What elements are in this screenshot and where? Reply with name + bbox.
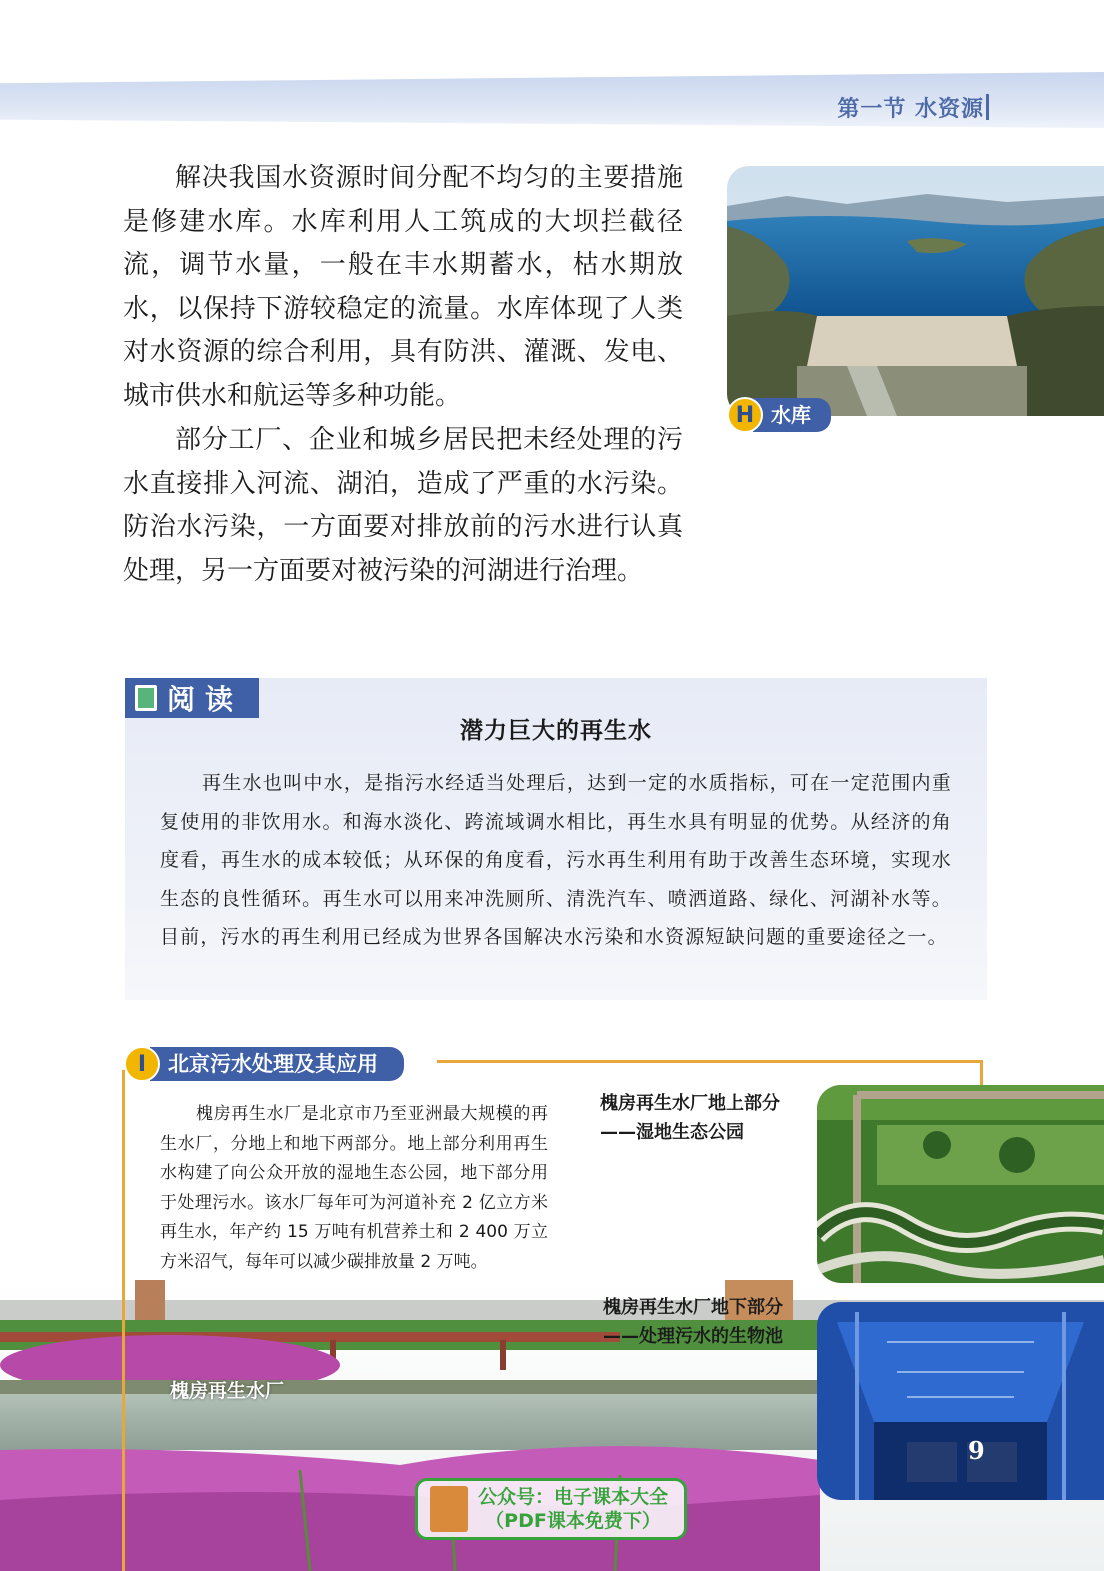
figure-letter-badge: I	[124, 1046, 160, 1082]
bio-label-line1: 槐房再生水厂地下部分	[603, 1297, 783, 1318]
body-paragraph-2: 部分工厂、企业和城乡居民把未经处理的污水直接排入河流、湖泊，造成了严重的水污染。防治水污染，一方面要对排放前的污水进行认真处理，另一方面要对被污染的河湖进行治理。	[123, 425, 683, 586]
bio-label-line2: ——处理污水的生物池	[603, 1326, 783, 1347]
beijing-plant-text: 槐房再生水厂是北京市乃至亚洲最大规模的再生水厂，分地上和地下两部分。地上部分利用再生水构建了向公众开放的湿地生态公园，地下部分用于处理污水。该水厂每年可为河道补充 2 亿立方米再生水，年产约 15 万吨有机营养土和 2 400 万立方米沼气，每年可以减少碳排放量 2 万吨。	[160, 1104, 548, 1272]
bio-pool-photo-label	[603, 1293, 818, 1351]
reading-text: 再生水也叫中水，是指污水经适当处理后，达到一定的水质指标，可在一定范围内重复使用的非饮用水。和海水淡化、跨流域调水相比，再生水具有明显的优势。从经济的角度看，再生水的成本较低；从环保的角度看，污水再生利用有助于改善生态环境，实现水生态的良性循环。再生水可以用来冲洗厕所、清洗汽车、喷洒道路、绿化、河湖补水等。目前，污水的再生利用已经成为世界各国解决水污染和水资源短缺问题的重要途径之一。	[160, 772, 952, 948]
figure-h-caption	[727, 396, 831, 434]
figure-letter-badge: H	[727, 397, 763, 433]
figure-i-frame-left	[122, 1070, 125, 1571]
section-title: 第一节 水资源	[837, 97, 984, 122]
wetland-label-line1: 槐房再生水厂地上部分	[600, 1093, 780, 1114]
page-number: 9	[968, 1436, 985, 1465]
watermark-line2: （PDF课本免费下）	[485, 1510, 661, 1532]
bio-pool-photo	[817, 1302, 1104, 1500]
section-title-divider	[986, 94, 989, 120]
watermark-badge	[415, 1478, 687, 1540]
wetland-park-photo	[817, 1085, 1104, 1283]
reading-tab-label: 阅读	[167, 683, 244, 716]
figure-h-title: 水库	[753, 398, 831, 432]
book-icon	[135, 685, 157, 711]
reservoir-photo	[727, 166, 1104, 416]
body-paragraph-1: 解决我国水资源时间分配不均匀的主要措施是修建水库。水库利用人工筑成的大坝拦截径流，调节水量，一般在丰水期蓄水，枯水期放水，以保持下游较稳定的流量。水库体现了人类对水资源的综合利用，具有防洪、灌溉、发电、城市供水和航运等多种功能。	[123, 163, 683, 411]
plant-photo-label: 槐房再生水厂	[170, 1380, 285, 1402]
figure-i-caption	[124, 1046, 404, 1082]
watermark-line1: 公众号：电子课本大全	[478, 1486, 669, 1508]
book-icon	[430, 1486, 468, 1532]
figure-i-frame-top	[437, 1060, 982, 1063]
wetland-photo-label	[600, 1089, 815, 1147]
figure-i-title: 北京污水处理及其应用	[150, 1047, 404, 1081]
wetland-label-line2: ——湿地生态公园	[600, 1122, 744, 1143]
reading-title: 潜力巨大的再生水	[460, 718, 652, 744]
